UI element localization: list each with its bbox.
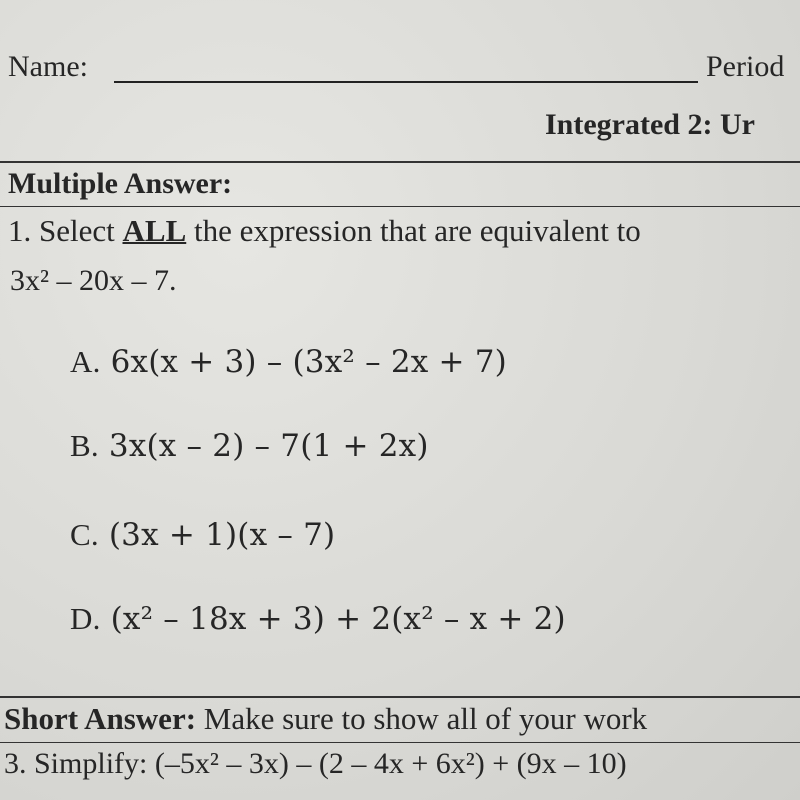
choice-c-expression: (3x + 1)(x – 7)	[108, 517, 336, 553]
question-1-number: 1. Select	[8, 213, 123, 248]
multiple-answer-heading: Multiple Answer:	[8, 167, 233, 200]
name-label: Name:	[8, 50, 88, 83]
course-title: Integrated 2: Ur	[545, 108, 755, 141]
short-answer-heading	[4, 701, 647, 737]
question-1-text: the expression that are equivalent to	[186, 213, 641, 248]
choice-a-expression: 6x(x + 3) – (3x² – 2x + 7)	[110, 344, 507, 380]
question-1-expression: 3x² – 20x – 7.	[10, 264, 177, 297]
choice-d-letter: D.	[70, 601, 101, 636]
choice-b-expression: 3x(x – 2) – 7(1 + 2x)	[108, 428, 429, 464]
choice-c-letter: C.	[70, 517, 99, 552]
divider-short-answer	[0, 696, 800, 698]
choice-d-expression: (x² – 18x + 3) + 2(x² – x + 2)	[110, 601, 566, 637]
choice-b[interactable]	[70, 428, 429, 464]
choice-a-letter: A.	[70, 344, 101, 379]
question-3-prompt: 3. Simplify: (–5x² – 3x) – (2 – 4x + 6x²) + (9x – 10)	[4, 747, 627, 780]
divider-under-heading	[0, 206, 800, 207]
choice-a[interactable]	[70, 344, 507, 380]
period-label: Period	[706, 50, 785, 83]
short-answer-instructions: Make sure to show all of your work	[196, 701, 648, 736]
question-1-prompt	[8, 213, 641, 249]
choice-c[interactable]	[70, 517, 335, 553]
question-1-emphasis: ALL	[122, 213, 187, 248]
short-answer-title: Short Answer:	[4, 701, 197, 736]
divider-under-short-answer	[0, 742, 800, 743]
name-blank-line	[114, 81, 698, 83]
choice-d[interactable]	[70, 601, 566, 637]
choice-b-letter: B.	[70, 428, 99, 463]
divider-top	[0, 161, 800, 163]
